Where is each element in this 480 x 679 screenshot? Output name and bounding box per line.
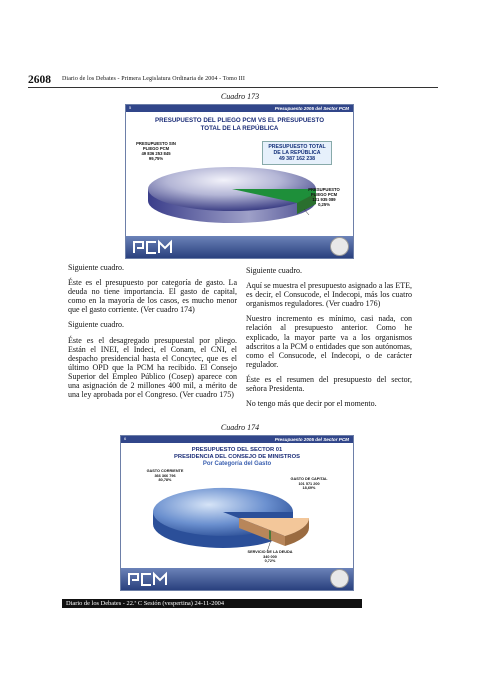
slide-header: Presupuesto 2005 del Sector PCM bbox=[274, 105, 349, 111]
left-paragraph: Éste es el presupuesto por categoría de gasto. La deuda no tiene importancia. El gasto de capital, como en la mayoría de los casos, es mucho menor que el gasto corriente. (Ver cuadro 174) bbox=[68, 278, 237, 315]
label-total-line3: 49 387 162 238 bbox=[278, 156, 316, 163]
label-pliego-line4: 0,25% bbox=[318, 202, 330, 207]
slide-number: 5 bbox=[129, 105, 132, 110]
label-total-line2: DE LA REPÚBLICA bbox=[273, 150, 321, 157]
slide-title-line1: PRESUPUESTO DEL PLIEGO PCM VS EL PRESUPUESTO bbox=[154, 117, 325, 124]
pcm-logo bbox=[132, 239, 176, 255]
label-corriente-line1: GASTO CORRIENTE bbox=[146, 469, 184, 473]
label-capital-line3: 18,69% bbox=[302, 486, 316, 491]
label-capital-line2: 101 571 200 bbox=[298, 481, 320, 486]
label-gasto-capital bbox=[289, 477, 329, 491]
label-sin-line2: PLIEGO PCM bbox=[142, 146, 170, 151]
label-capital-line1: GASTO DE CAPITAL bbox=[290, 477, 328, 481]
right-paragraph: No tengo más que decir por el momento. bbox=[246, 399, 377, 409]
left-paragraph: Siguiente cuadro. bbox=[68, 320, 124, 330]
slide-subtitle: Por Categoría del Gasto bbox=[202, 461, 272, 467]
slide-number: 6 bbox=[124, 436, 127, 441]
pie-chart-3d bbox=[121, 436, 353, 590]
slide-header: Presupuesto 2005 del Sector PCM bbox=[274, 436, 349, 442]
label-corriente-line3: 80,78% bbox=[158, 478, 172, 483]
national-seal bbox=[330, 569, 349, 588]
running-title: Diario de los Debates - Primera Legislatura Ordinaria de 2004 - Tomo III bbox=[62, 76, 245, 82]
label-pliego-line3: 121 935 089 bbox=[312, 197, 336, 202]
figure1-slide bbox=[125, 104, 354, 259]
figure1-caption: Cuadro 173 bbox=[220, 92, 260, 101]
slide-title-line2: PRESIDENCIA DEL CONSEJO DE MINISTROS bbox=[174, 454, 300, 460]
slide-footer-bar bbox=[126, 236, 353, 258]
right-paragraph: Éste es el resumen del presupuesto del sector, señora Presidenta. bbox=[246, 374, 412, 394]
page-footer: Diario de los Debates - 22.ª C Sesión (vespertina) 24-11-2004 bbox=[62, 599, 362, 608]
right-paragraph: Nuestro incremento es mínimo, casi nada, con relación al presupuesto anterior. Como he explicado, la mayor parte va a los organismos adscritos a la PCM o entidades que son autónomas, como el Consucode, el Indecopi, o de carácter regulador. bbox=[246, 314, 412, 369]
figure2-slide bbox=[120, 435, 354, 591]
slide-footer-bar bbox=[121, 568, 353, 590]
header-rule bbox=[28, 87, 438, 88]
left-paragraph: Éste es el desagregado presupuestal por pliego. Están el INEI, el Indeci, el Conam, el CNI, el despacho presidencial hasta el Concytec, que es el último OPD que la PCM ha recibido. El Consejo Superior del Empleo Público (Cosep) aparece con una asignación de 2 millones 400 mil, a mérito de una ley aprobada por el Congreso. (Ver cuadro 175) bbox=[68, 335, 237, 400]
label-corriente-line2: 366 366 796 bbox=[154, 473, 176, 478]
running-header bbox=[28, 74, 438, 88]
label-sin-line3: 49 836 253 845 bbox=[141, 151, 171, 156]
right-column bbox=[246, 266, 412, 414]
label-total-line1: PRESUPUESTO TOTAL bbox=[268, 144, 326, 150]
label-pliego-line2: PLIEGO PCM bbox=[310, 192, 338, 197]
label-total-republica bbox=[262, 141, 332, 165]
pcm-logo bbox=[127, 571, 171, 587]
pie-slice-servicio-deuda bbox=[269, 530, 271, 540]
slide-title-line1: PRESUPUESTO DEL SECTOR 01 bbox=[191, 447, 283, 453]
label-deuda-line1: SERVICIO DE LA DEUDA bbox=[247, 550, 293, 554]
label-servicio-deuda bbox=[247, 550, 293, 564]
page-number: 2608 bbox=[28, 74, 51, 86]
label-sin-line4: 99,75% bbox=[148, 156, 164, 161]
right-paragraph: Aquí se muestra el presupuesto asignado a las ETE, es decir, el Consucode, el Indecopi, más los cuatro organismos reguladores. (Ver cuadro 176) bbox=[246, 281, 412, 309]
label-deuda-line2: 340 000 bbox=[263, 554, 277, 559]
label-pliego-pcm bbox=[304, 187, 344, 207]
label-sin-line1: PRESUPUESTO SIN bbox=[136, 141, 176, 146]
label-pliego-line1: PRESUPUESTO bbox=[308, 187, 340, 192]
label-gasto-corriente bbox=[145, 469, 185, 483]
right-paragraph: Siguiente cuadro. bbox=[246, 266, 302, 275]
left-paragraph: Siguiente cuadro. bbox=[68, 263, 124, 272]
figure2-caption: Cuadro 174 bbox=[220, 423, 260, 432]
label-deuda-line3: 0,72% bbox=[264, 559, 276, 564]
slide-title-line2: TOTAL DE LA REPÚBLICA bbox=[200, 125, 279, 132]
label-sin-pliego bbox=[132, 141, 180, 161]
left-column bbox=[68, 263, 237, 405]
national-seal bbox=[330, 237, 349, 256]
